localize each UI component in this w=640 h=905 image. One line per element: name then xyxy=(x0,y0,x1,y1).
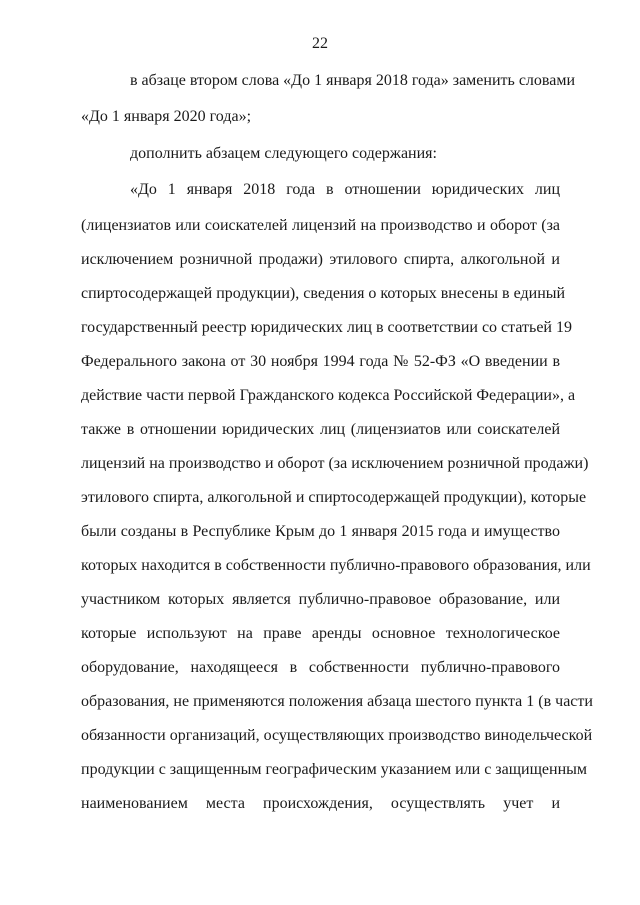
text-line: были созданы в Республике Крым до 1 января 2015 года и имущество xyxy=(81,523,560,540)
text-line: лицензий на производство и оборот (за исключением розничной продажи) xyxy=(81,455,589,472)
text-line: которых находится в собственности публично-правового образования, или xyxy=(81,557,591,574)
text-line: государственный реестр юридических лиц в соответствии со статьей 19 xyxy=(81,319,572,336)
text-line: также в отношении юридических лиц (лицензиатов или соискателей xyxy=(81,421,560,438)
text-line: исключением розничной продажи) этилового спирта, алкогольной и xyxy=(81,251,560,268)
text-line: участником которых является публично-правовое образование, или xyxy=(81,591,560,608)
text-line: дополнить абзацем следующего содержания: xyxy=(130,145,437,162)
text-line: действие части первой Гражданского кодекса Российской Федерации», а xyxy=(81,387,576,404)
text-line: этилового спирта, алкогольной и спиртосодержащей продукции), которые xyxy=(81,489,587,506)
text-line: наименованием места происхождения, осуществлять учет и xyxy=(81,795,560,812)
text-line: Федерального закона от 30 ноября 1994 года № 52-ФЗ «О введении в xyxy=(81,353,560,370)
text-line: которые используют на праве аренды основное технологическое xyxy=(81,625,560,642)
text-line: «До 1 января 2020 года»; xyxy=(81,108,252,125)
text-line: (лицензиатов или соискателей лицензий на производство и оборот (за xyxy=(81,217,560,234)
text-line: спиртосодержащей продукции), сведения о которых внесены в единый xyxy=(81,285,566,302)
page-number: 22 xyxy=(312,35,328,52)
text-line: «До 1 января 2018 года в отношении юридических лиц xyxy=(130,181,560,198)
text-line: образования, не применяются положения абзаца шестого пункта 1 (в части xyxy=(81,693,593,710)
text-line: в абзаце втором слова «До 1 января 2018 года» заменить словами xyxy=(130,72,576,89)
text-line: оборудование, находящееся в собственности публично-правового xyxy=(81,659,560,676)
text-line: продукции с защищенным географическим указанием или с защищенным xyxy=(81,761,588,778)
text-line: обязанности организаций, осуществляющих производство винодельческой xyxy=(81,727,593,744)
